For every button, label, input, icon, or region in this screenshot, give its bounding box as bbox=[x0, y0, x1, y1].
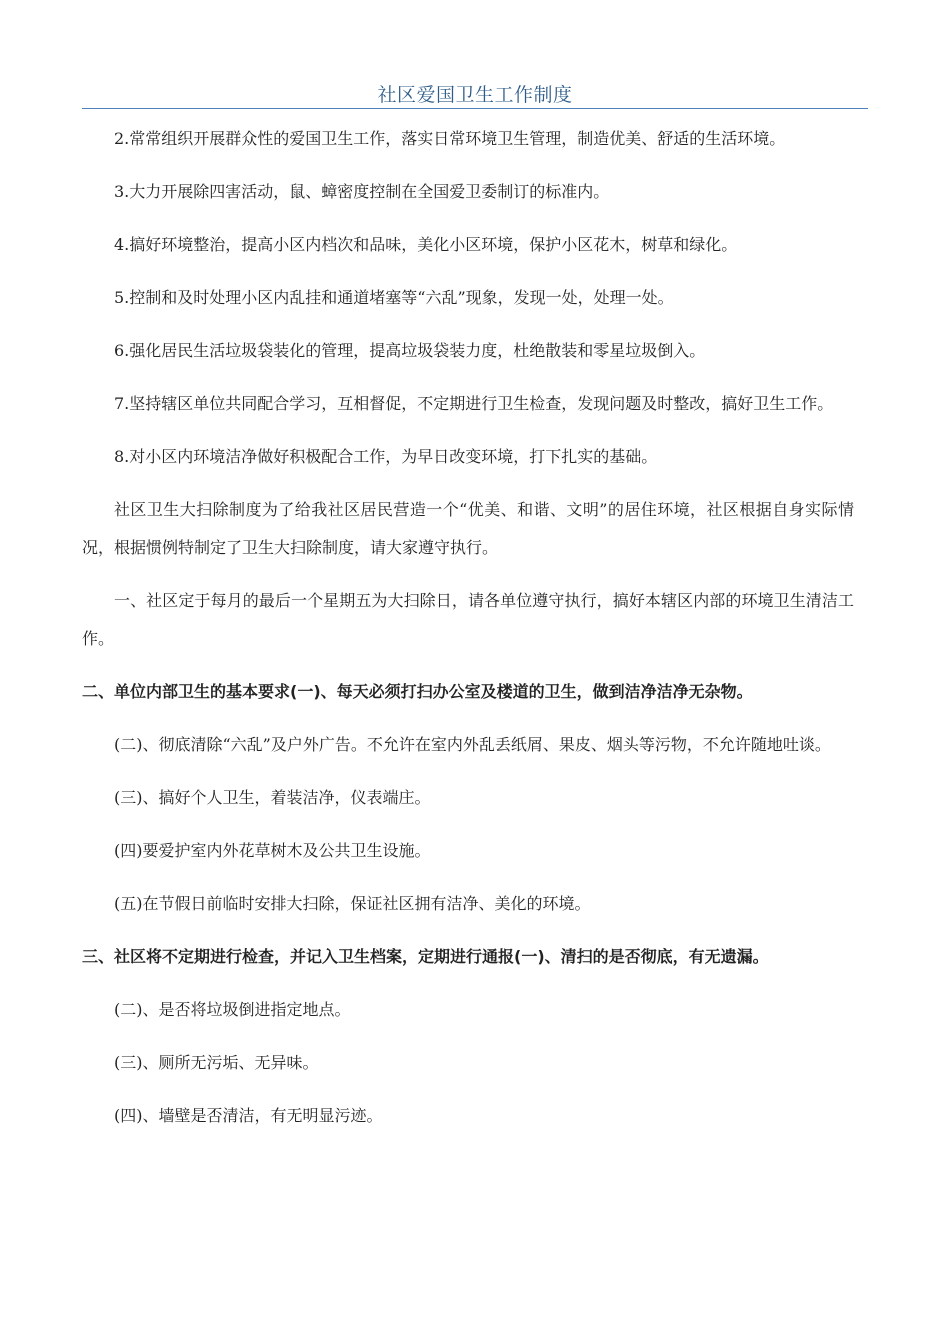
paragraph-8: 社区卫生大扫除制度为了给我社区居民营造一个“优美、和谐、文明”的居住环境，社区根据自身实际情况，根据惯例特制定了卫生大扫除制度，请大家遵守执行。 bbox=[82, 500, 854, 557]
paragraph-18: (四)、墙壁是否清洁，有无明显污迹。 bbox=[114, 1106, 383, 1125]
paragraph-1: 2.常常组织开展群众性的爱国卫生工作，落实日常环境卫生管理，制造优美、舒适的生活环境。 bbox=[114, 129, 786, 148]
paragraph-12: (三)、搞好个人卫生，着装洁净，仪表端庄。 bbox=[114, 788, 431, 807]
paragraph-4: 5.控制和及时处理小区内乱挂和通道堵塞等“六乱”现象，发现一处，处理一处。 bbox=[114, 288, 674, 307]
paragraph-9: 一、社区定于每月的最后一个星期五为大扫除日，请各单位遵守执行，搞好本辖区内部的环境卫生清洁工作。 bbox=[82, 591, 854, 648]
paragraph-14: (五)在节假日前临时安排大扫除，保证社区拥有洁净、美化的环境。 bbox=[114, 894, 591, 913]
section-heading-3: 三、社区将不定期进行检查，并记入卫生档案，定期进行通报(一)、清扫的是否彻底，有无遗漏。 bbox=[82, 947, 769, 966]
document-body bbox=[82, 120, 854, 1150]
paragraph-13: (四)要爱护室内外花草树木及公共卫生设施。 bbox=[114, 841, 431, 860]
section-heading-2: 二、单位内部卫生的基本要求(一)、每天必须打扫办公室及楼道的卫生，做到洁净洁净无杂物。 bbox=[82, 682, 753, 701]
paragraph-2: 3.大力开展除四害活动，鼠、蟑密度控制在全国爱卫委制订的标准内。 bbox=[114, 182, 610, 201]
paragraph-11: (二)、彻底清除“六乱”及户外广告。不允许在室内外乱丢纸屑、果皮、烟头等污物，不允许随地吐谈。 bbox=[114, 735, 831, 754]
paragraph-7: 8.对小区内环境洁净做好积极配合工作，为早日改变环境，打下扎实的基础。 bbox=[114, 447, 658, 466]
paragraph-17: (三)、厕所无污垢、无异味。 bbox=[114, 1053, 319, 1072]
document-title: 社区爱国卫生工作制度 bbox=[377, 84, 573, 106]
page-header bbox=[82, 78, 868, 109]
paragraph-3: 4.搞好环境整治，提高小区内档次和品味，美化小区环境，保护小区花木，树草和绿化。 bbox=[114, 235, 738, 254]
paragraph-16: (二)、是否将垃圾倒进指定地点。 bbox=[114, 1000, 351, 1019]
paragraph-6: 7.坚持辖区单位共同配合学习，互相督促，不定期进行卫生检查，发现问题及时整改，搞好卫生工作。 bbox=[114, 394, 834, 413]
paragraph-5: 6.强化居民生活垃圾袋装化的管理，提高垃圾袋装力度，杜绝散装和零星垃圾倒入。 bbox=[114, 341, 706, 360]
